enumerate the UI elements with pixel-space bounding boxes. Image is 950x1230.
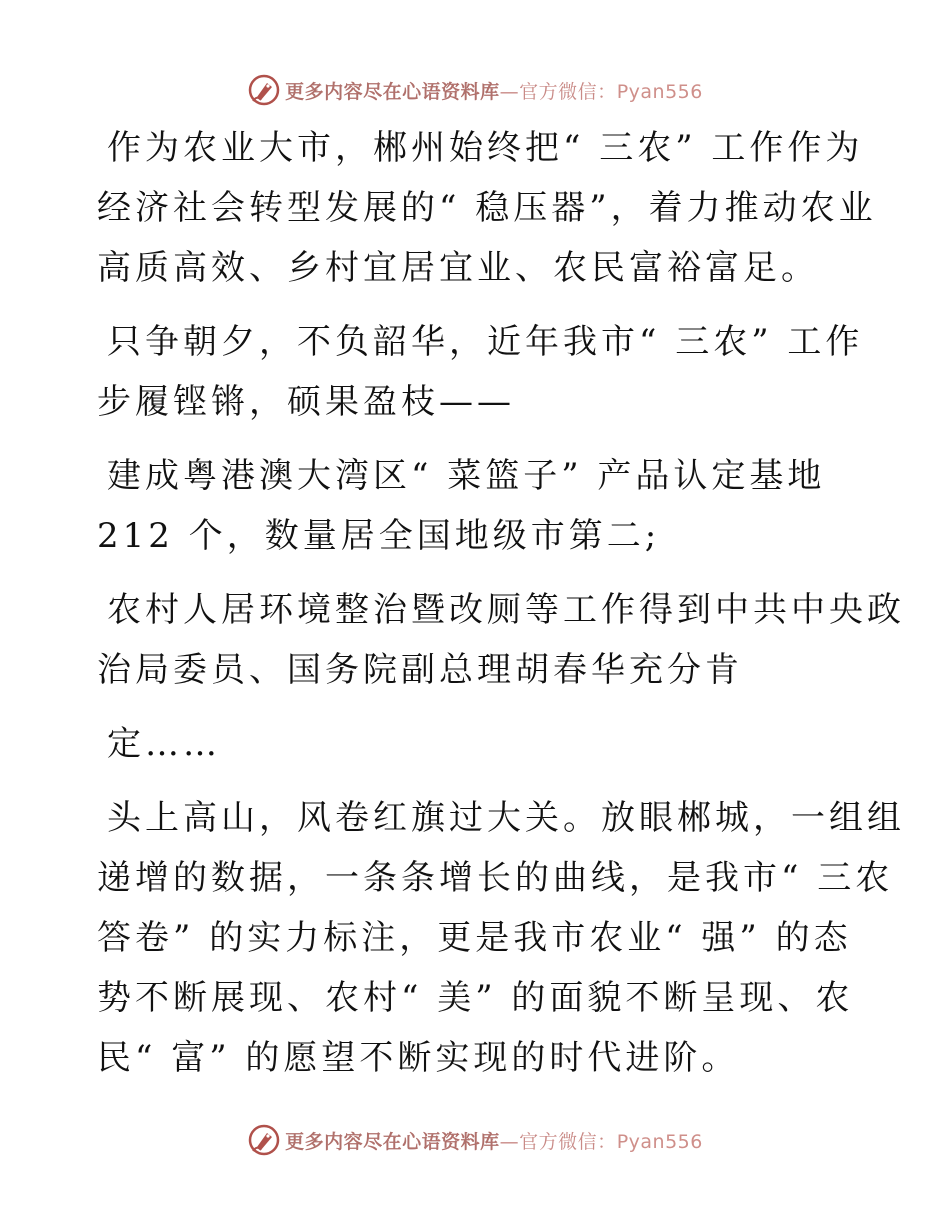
header-watermark-text — [285, 77, 703, 104]
paragraph-2 — [97, 312, 864, 432]
footer-brand: 更多内容尽在心语资料库 — [285, 1130, 500, 1153]
footer-watermark — [0, 1120, 950, 1160]
footer-separator: — — [499, 1130, 520, 1153]
header-brand: 更多内容尽在心语资料库 — [285, 80, 500, 103]
paragraph-1 — [97, 118, 877, 298]
paragraph-6 — [97, 788, 905, 1088]
header-wechat-label: 官方微信： — [519, 80, 617, 103]
paragraph-3 — [97, 446, 837, 566]
text-line: 民“ 富” 的愿望不断实现的时代进阶。 — [97, 1038, 740, 1078]
header-wechat-id: Pyan556 — [616, 80, 703, 103]
text-line: 高质高效、乡村宜居宜业、农民富裕富足。 — [97, 248, 819, 288]
text-line: 递增的数据，一条条增长的曲线，是我市“ 三农 — [97, 858, 894, 898]
pen-nib-logo-icon — [247, 1123, 281, 1157]
text-line: 头上高山，风卷红旗过大关。放眼郴城，一组组 — [107, 798, 905, 838]
paragraph-5 — [97, 714, 837, 774]
text-line: 212 个，数量居全国地级市第二; — [97, 516, 661, 556]
header-separator: — — [499, 80, 520, 103]
text-line: 建成粤港澳大湾区“ 菜篮子” 产品认定基地 — [107, 456, 826, 496]
footer-wechat-id: Pyan556 — [616, 1130, 703, 1153]
footer-wechat-label: 官方微信： — [519, 1130, 617, 1153]
footer-watermark-text — [285, 1127, 703, 1154]
text-line: 经济社会转型发展的“ 稳压器”，着力推动农业 — [97, 188, 877, 228]
header-watermark — [0, 70, 950, 110]
article-body — [97, 118, 905, 1102]
text-line: 只争朝夕，不负韶华，近年我市“ 三农” 工作 — [107, 322, 864, 362]
text-line: 农村人居环境整治暨改厕等工作得到中共中央政 — [107, 590, 905, 630]
text-line: 答卷” 的实力标注，更是我市农业“ 强” 的态 — [97, 918, 852, 958]
pen-nib-logo-icon — [247, 73, 281, 107]
text-line: 定…… — [107, 724, 221, 764]
text-line: 步履铿锵，硕果盈枝—— — [97, 382, 515, 422]
text-line: 作为农业大市，郴州始终把“ 三农” 工作作为 — [107, 128, 864, 168]
paragraph-4 — [97, 580, 905, 700]
text-line: 治局委员、国务院副总理胡春华充分肯 — [97, 650, 743, 690]
text-line: 势不断展现、农村“ 美” 的面貌不断呈现、农 — [97, 978, 854, 1018]
